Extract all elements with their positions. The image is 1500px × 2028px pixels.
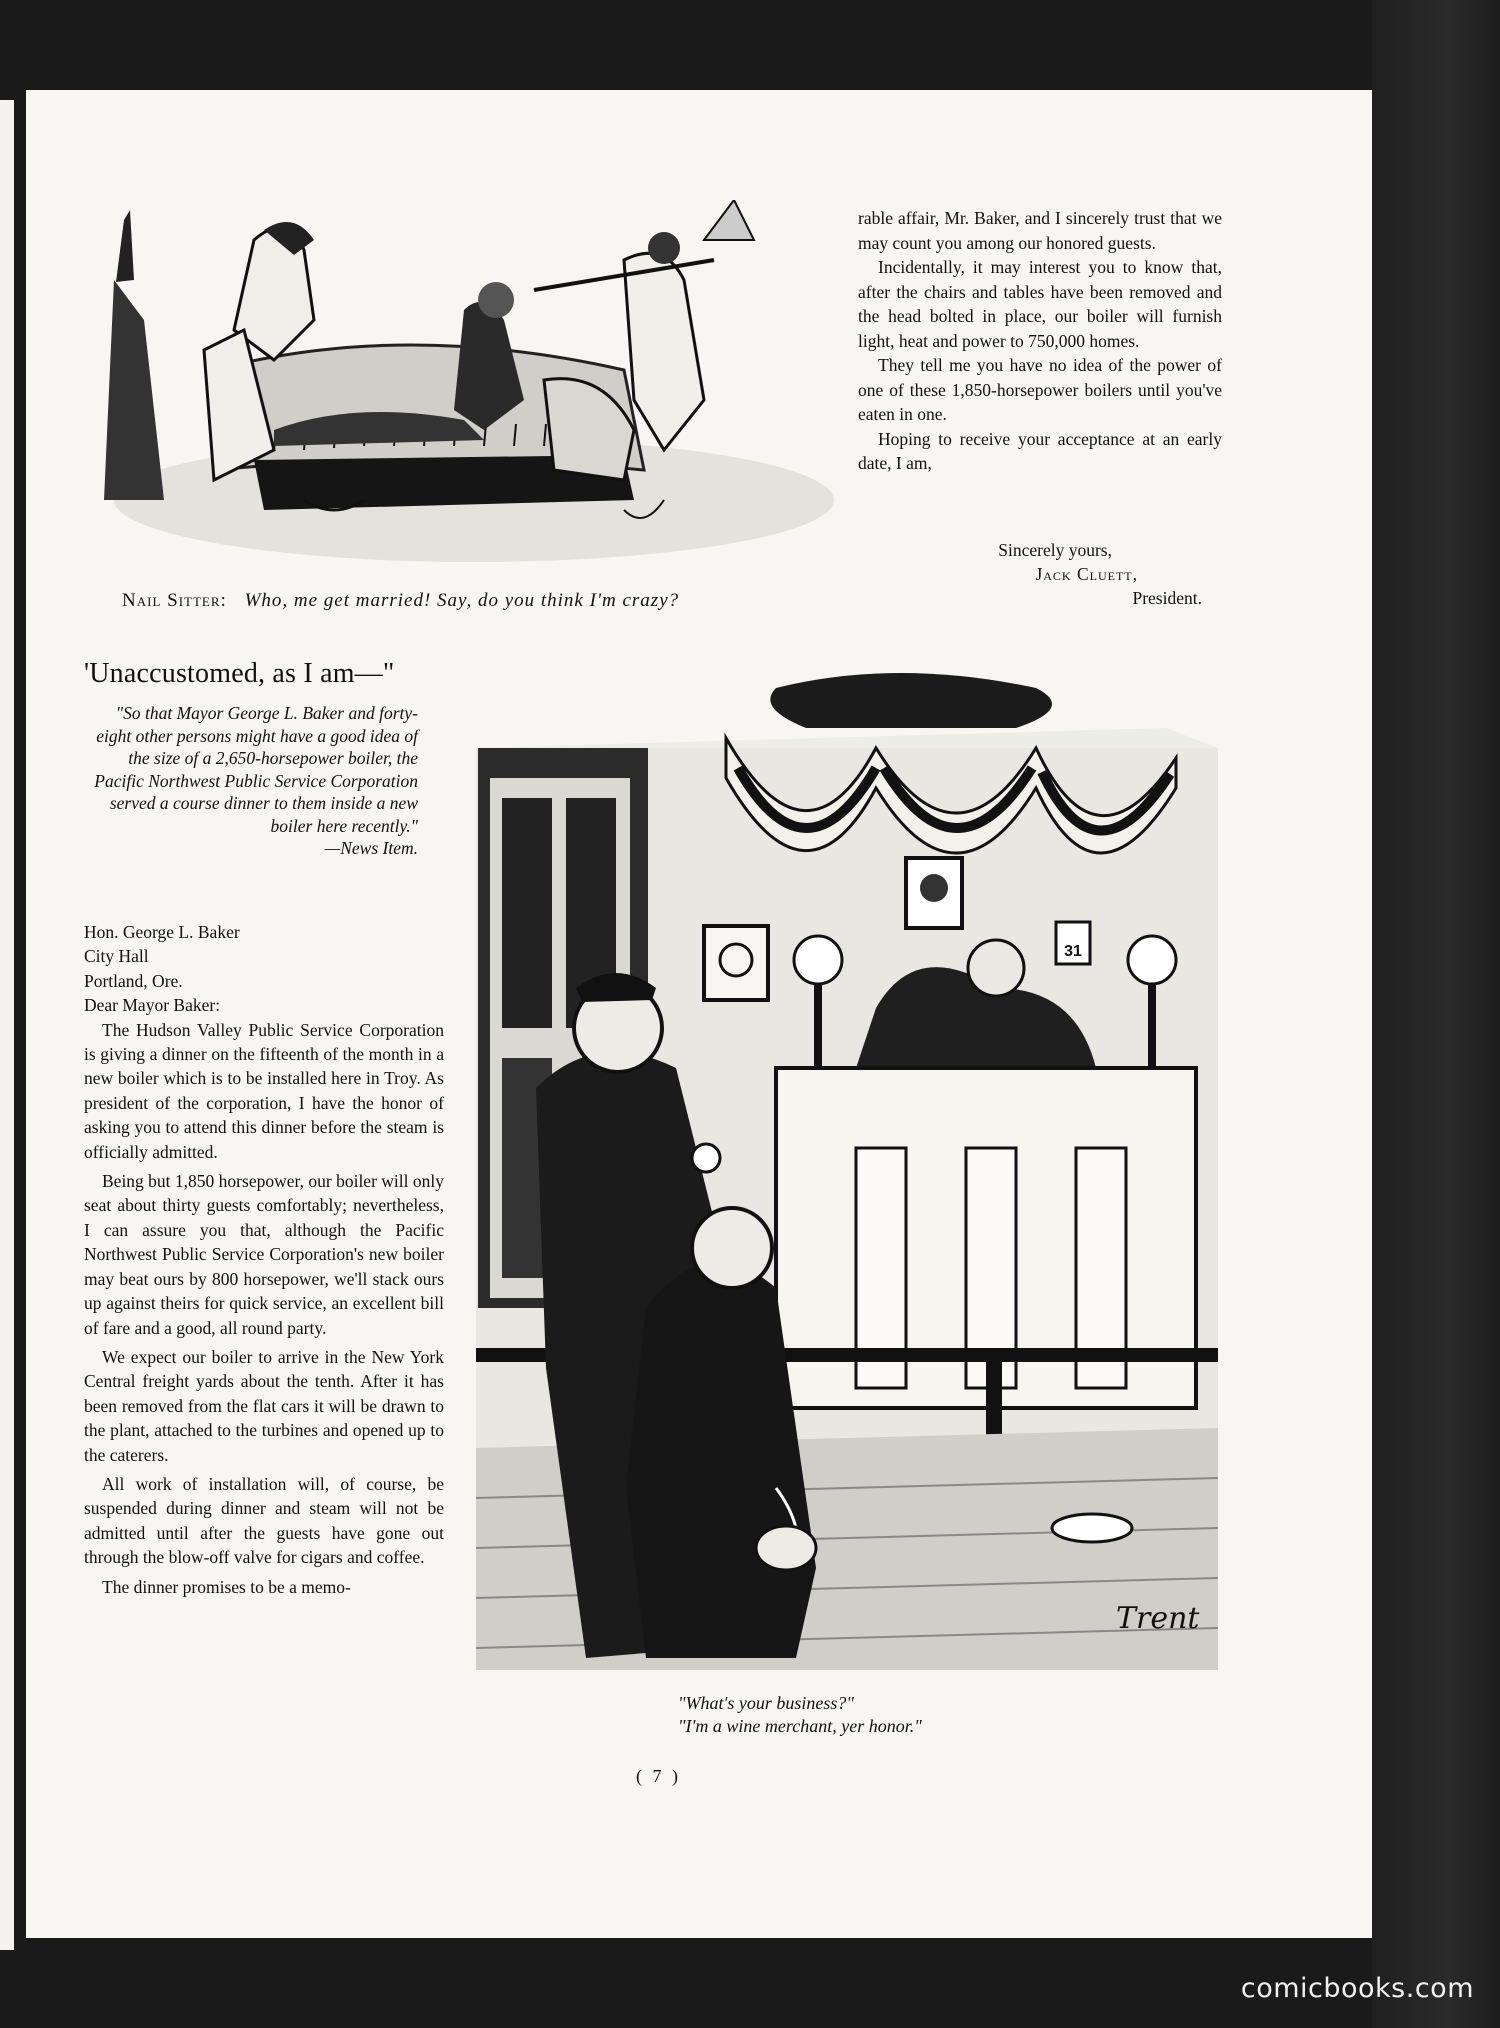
epigraph [84,702,418,860]
paragraph: They tell me you have no idea of the power of one of these 1,850-horsepower boilers until you've eaten in one. [858,355,1222,424]
signer-title: President. [1132,588,1202,608]
facing-page-edge [0,100,14,1950]
letter-body [84,920,444,1599]
address-line: Portland, Ore. [84,970,183,991]
watermark: comicbooks.com [1240,1973,1474,2004]
caption-line: "I'm a wine merchant, yer honor." [678,1716,922,1736]
paragraph: rable affair, Mr. Baker, and I sincerely trust that we may count you among our honored guests. [858,208,1222,253]
calendar-number: 31 [1064,943,1082,960]
article-headline: 'Unaccustomed, as I am—" [84,658,395,689]
top-cartoon-illustration [104,200,834,572]
artist-signature: Trent [1116,1601,1200,1636]
caption-quote: Who, me get married! Say, do you think I'm crazy? [244,590,680,611]
address-line: Hon. George L. Baker [84,922,240,942]
paragraph: Incidentally, it may interest you to know that, after the chairs and tables have been removed and the head bolted in place, our boiler will furnish light, heat and power to 750,000 homes. [858,257,1222,351]
paragraph: The Hudson Valley Public Service Corporation is giving a dinner on the fifteenth of the month in a new boiler which is to be installed here in Troy. As president of the corporation, I have the honor of asking you to attend this dinner before the steam is officially admitted. [84,1019,444,1162]
nail-sitter-drawing [104,200,834,572]
signer-name: Jack Cluett, [1035,564,1138,584]
paragraph: All work of installation will, of course, be suspended during dinner and steam will not be admitted until after the guests have gone out through the blow-off valve for cigars and coffee. [84,1473,444,1568]
caption-speaker: Nail Sitter: [122,590,227,611]
paragraph: Hoping to receive your acceptance at an early date, I am, [858,428,1222,473]
paragraph: Being but 1,850 horsepower, our boiler will only seat about thirty guests comfortably; nevertheless, I can assure you that, although the Pacific Northwest Public Service Corporation's new boiler may beat ours by 800 horsepower, we'll stack ours up against theirs for quick service, an excellent bill of fare and a good, all round party. [84,1171,444,1338]
letter-signature [858,538,1222,610]
epigraph-source: —News Item. [324,838,418,858]
paragraph: The dinner promises to be a memo- [102,1576,351,1597]
closing: Sincerely yours, [998,540,1112,560]
epigraph-text: "So that Mayor George L. Baker and forty-eight other persons might have a good idea of the size of a 2,650-horsepower boiler, the Pacific Northwest Public Service Corporation served a course dinner to them inside a new boiler here recently." [94,703,418,836]
courtroom-cartoon-illustration [476,668,1218,1670]
caption-line: "What's your business?" [678,1693,854,1713]
salutation: Dear Mayor Baker: [84,995,221,1016]
scan-background [1372,0,1500,2028]
page-number: ( 7 ) [636,1766,681,1786]
paragraph: We expect our boiler to arrive in the New York Central freight yards about the tenth. After it has been removed from the flat cars it will be drawn to the plant, attached to the turbines and opened up to the caterers. [84,1346,444,1465]
courtroom-drawing [476,668,1218,1670]
address-line: City Hall [84,946,149,967]
letter-continuation [858,206,1222,476]
top-cartoon-caption [122,590,822,612]
courtroom-cartoon-caption [678,1692,922,1738]
